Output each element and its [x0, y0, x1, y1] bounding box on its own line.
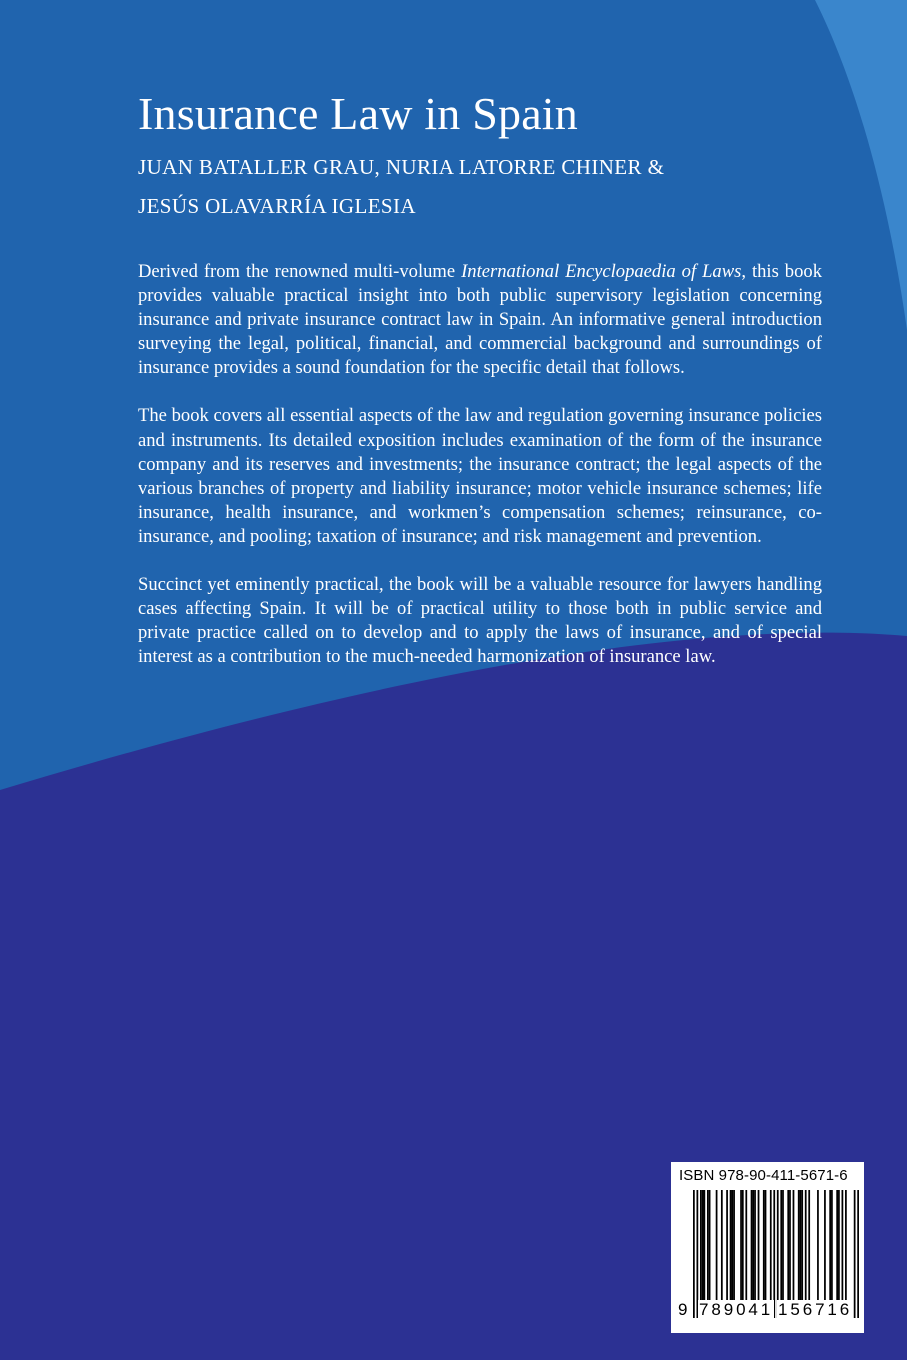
blurb-paragraph-3: Succinct yet eminently practical, the book will be a valuable resource for lawyers handling cases affecting Spain. It will be of practical utility to those both in public service and private practice called on to develop and to apply the laws of insurance, and of special interest as a contribution to the much-needed harmonization of insurance law.: [138, 574, 822, 668]
barcode-bar: [836, 1190, 838, 1302]
barcode-bar: [765, 1190, 767, 1302]
ean-right-digits: 156716: [778, 1300, 853, 1319]
barcode-bar: [857, 1190, 859, 1318]
barcode-bar: [793, 1190, 795, 1302]
barcode-bar: [763, 1190, 765, 1302]
encyclopaedia-title: International Encyclopaedia of Laws: [461, 261, 742, 282]
barcode-bar: [758, 1190, 760, 1302]
barcode-bar: [693, 1190, 695, 1318]
barcode-bar: [831, 1190, 833, 1302]
book-title: Insurance Law in Spain: [138, 88, 578, 139]
barcode-bar: [789, 1190, 791, 1302]
barcode-bar: [721, 1190, 723, 1302]
barcode-bar: [751, 1190, 753, 1302]
barcode-bar: [798, 1190, 800, 1302]
barcode-bar: [801, 1190, 803, 1302]
barcode-bar: [754, 1190, 756, 1302]
barcode-bar: [730, 1190, 732, 1302]
barcode-bar: [782, 1190, 784, 1302]
blurb-paragraph-2: The book covers all essential aspects of the law and regulation governing insurance policies and instruments. Its detailed exposition includes examination of the form of the insurance company and its reserves and investments; the insurance contract; the legal aspects of the various branches of property and liability insurance; motor vehicle insurance schemes; life insurance, health insurance, and workmen’s compensation schemes; reinsurance, co-insurance, and pooling; taxation of insurance; and risk management and prevention.: [138, 405, 822, 547]
barcode-bar: [742, 1190, 744, 1302]
barcode-bar: [740, 1190, 742, 1302]
barcode-bar: [731, 1190, 733, 1302]
barcode-bar: [842, 1190, 844, 1302]
barcode-bar: [854, 1190, 856, 1318]
barcode-bar: [726, 1190, 728, 1302]
barcode-bar: [824, 1190, 826, 1302]
barcode-bar: [838, 1190, 840, 1302]
ean-first-digit: 9: [678, 1300, 688, 1319]
barcode-bars: [693, 1190, 859, 1318]
ean-left-digits: 789041: [699, 1300, 774, 1319]
barcode-bar: [770, 1190, 772, 1302]
blurb-p1-text-start: Derived from the renowned multi-volume: [138, 261, 462, 282]
author-list: [138, 148, 822, 226]
barcode-bar: [787, 1190, 789, 1302]
barcode-bar: [707, 1190, 709, 1302]
barcode-bar: [752, 1190, 754, 1302]
blurb-paragraph-1: [138, 260, 822, 380]
author-line-1: JUAN BATALLER GRAU, NURIA LATORRE CHINER &: [138, 155, 665, 179]
barcode-bar: [702, 1190, 704, 1302]
barcode-bar: [745, 1190, 747, 1302]
author-line-2: JESÚS OLAVARRÍA IGLESIA: [138, 194, 416, 218]
barcode-bar: [808, 1190, 810, 1302]
barcode-bar: [773, 1190, 775, 1318]
barcode-bar: [700, 1190, 702, 1302]
barcode-bar: [716, 1190, 718, 1302]
barcode-bar: [800, 1190, 802, 1302]
barcode-bar: [817, 1190, 819, 1302]
barcode-bar: [845, 1190, 847, 1302]
cover-text: [138, 86, 822, 669]
barcode-bar: [780, 1190, 782, 1302]
barcode-bar: [777, 1190, 779, 1318]
barcode-bar: [696, 1190, 698, 1318]
isbn-barcode: [671, 1162, 864, 1333]
barcode-bar: [829, 1190, 831, 1302]
blurb-p1-text-end: , this book provides valuable practical insight into both public supervisory legislation concerning insurance and private insurance contract law in Spain. An informative general introduction surveying the legal, political, financial, and commercial background and surroundings of insurance provides a sound foundation for the specific detail that follows.: [138, 261, 822, 379]
isbn-label: ISBN 978-90-411-5671-6: [679, 1167, 848, 1184]
barcode-bar: [709, 1190, 711, 1302]
barcode-bar: [733, 1190, 735, 1302]
barcode-bar: [703, 1190, 705, 1302]
barcode-bar: [805, 1190, 807, 1302]
